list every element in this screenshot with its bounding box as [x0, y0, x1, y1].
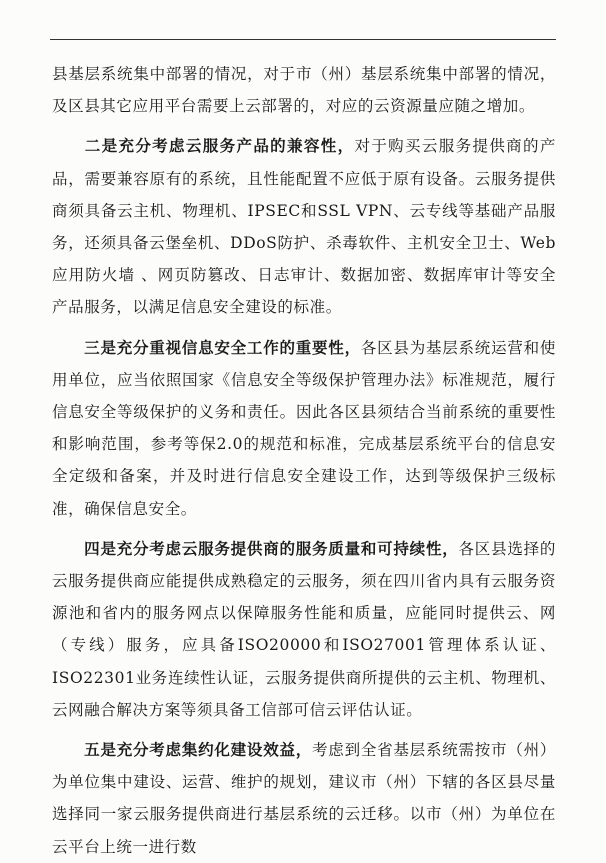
paragraph-security	[52, 332, 556, 525]
paragraph-compatibility	[52, 130, 556, 323]
paragraph-text: 对于购买云服务提供商的产品，需要兼容原有的系统，且性能配置不应低于原有设备。云服务提供商须具备云主机、物理机、IPSEC和SSL VPN、云专线等基础产品服务，还须具备云堡垒机、DDoS防护、杀毒软件、主机安全卫士、Web应用防火墙 、网页防篡改、日志审计、数据加密、数据库审计等安全产品服务，以满足信息安全建设的标准。	[52, 137, 556, 317]
paragraph-lead: 三是充分重视信息安全工作的重要性，	[84, 337, 361, 357]
paragraph-continuation	[52, 58, 556, 122]
paragraph-lead: 五是充分考虑集约化建设效益，	[84, 740, 313, 760]
header-rule	[50, 39, 556, 40]
paragraph-text: 各区县选择的云服务提供商应能提供成熟稳定的云服务，须在四川省内具有云服务资源池和省内的服务网点以保障服务性能和质量，应能同时提供云、网（专线）服务，应具备ISO20000和ISO27001管理体系认证、ISO22301业务连续性认证，云服务提供商所提供的云主机、物理机、云网融合解决方案等须具备工信部可信云评估认证。	[52, 539, 556, 719]
paragraph-text: 各区县为基层系统运营和使用单位，应当依照国家《信息安全等级保护管理办法》标准规范，履行信息安全等级保护的义务和责任。因此各区县须结合当前系统的重要性和影响范围，参考等保2.0的规范和标准，完成基层系统平台的信息安全定级和备案，并及时进行信息安全建设工作，达到等级保护三级标准，确保信息安全。	[52, 338, 557, 518]
paragraph-text: 考虑到全省基层系统需按市（州）为单位集中建设、运营、维护的规划，建议市（州）下辖的各区县尽量选择同一家云服务提供商进行基层系统的云迁移。以市（州）为单位在云平台上统一进行数	[52, 741, 556, 856]
paragraph-lead: 二是充分考虑云服务产品的兼容性，	[84, 136, 355, 156]
paragraph-service-quality	[52, 533, 556, 726]
document-body	[52, 58, 556, 863]
paragraph-lead: 四是充分考虑云服务提供商的服务质量和可持续性，	[84, 538, 459, 558]
paragraph-text: 县基层系统集中部署的情况，对于市（州）基层系统集中部署的情况，及区县其它应用平台需要上云部署的，对应的云资源量应随之增加。	[52, 65, 556, 116]
paragraph-intensive-construction	[52, 734, 556, 863]
